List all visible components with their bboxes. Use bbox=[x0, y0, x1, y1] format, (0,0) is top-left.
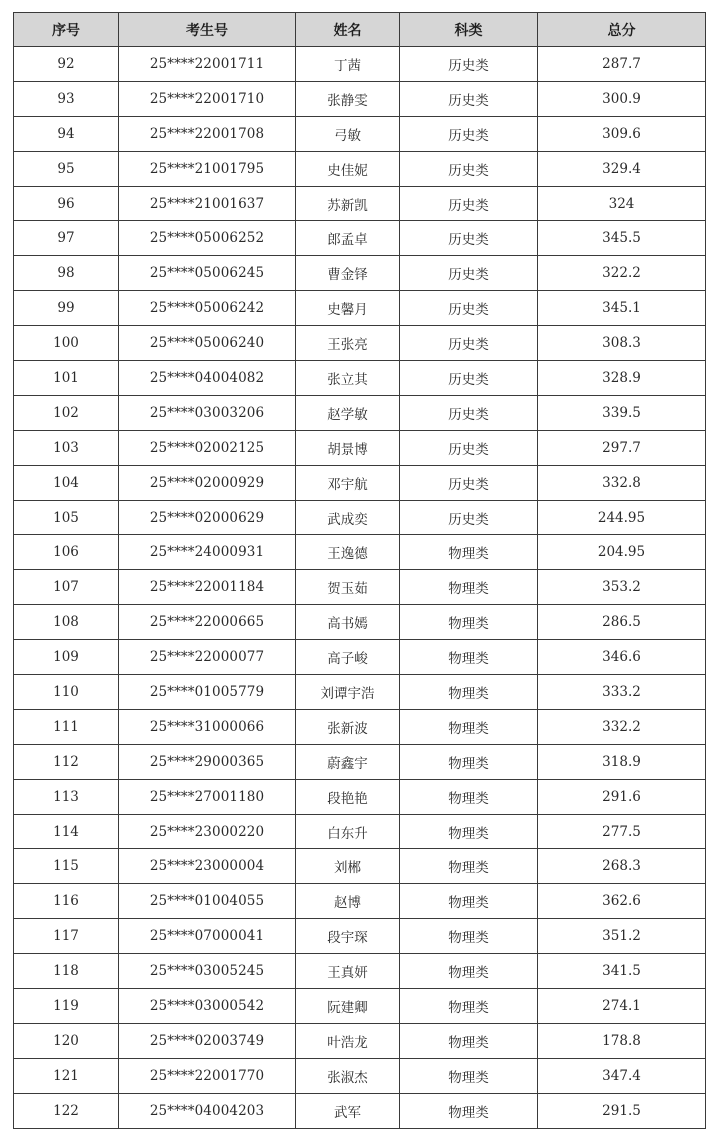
cell-seq: 96 bbox=[14, 186, 119, 221]
table-row bbox=[14, 814, 706, 849]
cell-total-score: 178.8 bbox=[538, 1023, 706, 1058]
header-exam-id: 考生号 bbox=[119, 13, 296, 47]
cell-exam-id: 25****31000066 bbox=[119, 709, 296, 744]
cell-exam-id: 25****03005245 bbox=[119, 954, 296, 989]
cell-category: 历史类 bbox=[400, 81, 538, 116]
cell-seq: 104 bbox=[14, 465, 119, 500]
cell-name: 曹金铎 bbox=[296, 256, 400, 291]
header-name: 姓名 bbox=[296, 13, 400, 47]
table-row bbox=[14, 256, 706, 291]
table-row bbox=[14, 1023, 706, 1058]
table-row bbox=[14, 500, 706, 535]
cell-name: 张新波 bbox=[296, 709, 400, 744]
cell-seq: 118 bbox=[14, 954, 119, 989]
cell-name: 阮建卿 bbox=[296, 989, 400, 1024]
cell-exam-id: 25****22001711 bbox=[119, 47, 296, 82]
cell-exam-id: 25****04004082 bbox=[119, 361, 296, 396]
cell-total-score: 291.5 bbox=[538, 1093, 706, 1128]
cell-name: 刘郴 bbox=[296, 849, 400, 884]
cell-exam-id: 25****02003749 bbox=[119, 1023, 296, 1058]
cell-total-score: 329.4 bbox=[538, 151, 706, 186]
cell-name: 郎孟卓 bbox=[296, 221, 400, 256]
cell-total-score: 287.7 bbox=[538, 47, 706, 82]
table-header-row bbox=[14, 13, 706, 47]
table-row bbox=[14, 186, 706, 221]
cell-category: 历史类 bbox=[400, 256, 538, 291]
cell-name: 白东升 bbox=[296, 814, 400, 849]
cell-name: 史馨月 bbox=[296, 291, 400, 326]
header-seq: 序号 bbox=[14, 13, 119, 47]
cell-total-score: 347.4 bbox=[538, 1058, 706, 1093]
cell-name: 张立其 bbox=[296, 361, 400, 396]
cell-exam-id: 25****22001184 bbox=[119, 570, 296, 605]
cell-seq: 99 bbox=[14, 291, 119, 326]
cell-category: 历史类 bbox=[400, 116, 538, 151]
table-row bbox=[14, 1093, 706, 1128]
cell-seq: 117 bbox=[14, 919, 119, 954]
cell-total-score: 297.7 bbox=[538, 430, 706, 465]
cell-exam-id: 25****05006240 bbox=[119, 326, 296, 361]
cell-category: 物理类 bbox=[400, 884, 538, 919]
cell-category: 物理类 bbox=[400, 1058, 538, 1093]
table-row bbox=[14, 465, 706, 500]
cell-category: 物理类 bbox=[400, 919, 538, 954]
cell-seq: 115 bbox=[14, 849, 119, 884]
cell-seq: 110 bbox=[14, 675, 119, 710]
table-row bbox=[14, 395, 706, 430]
cell-exam-id: 25****03003206 bbox=[119, 395, 296, 430]
cell-total-score: 318.9 bbox=[538, 744, 706, 779]
table-row bbox=[14, 605, 706, 640]
cell-name: 刘谭宇浩 bbox=[296, 675, 400, 710]
cell-exam-id: 25****23000220 bbox=[119, 814, 296, 849]
table-row bbox=[14, 221, 706, 256]
table-row bbox=[14, 291, 706, 326]
cell-seq: 97 bbox=[14, 221, 119, 256]
cell-category: 历史类 bbox=[400, 500, 538, 535]
cell-seq: 107 bbox=[14, 570, 119, 605]
header-total-score: 总分 bbox=[538, 13, 706, 47]
cell-category: 历史类 bbox=[400, 221, 538, 256]
table-row bbox=[14, 1058, 706, 1093]
table-row bbox=[14, 326, 706, 361]
table-row bbox=[14, 361, 706, 396]
cell-name: 贺玉茹 bbox=[296, 570, 400, 605]
cell-category: 历史类 bbox=[400, 465, 538, 500]
cell-category: 物理类 bbox=[400, 535, 538, 570]
cell-seq: 106 bbox=[14, 535, 119, 570]
cell-category: 物理类 bbox=[400, 605, 538, 640]
table-row bbox=[14, 779, 706, 814]
cell-name: 叶浩龙 bbox=[296, 1023, 400, 1058]
cell-name: 段宇琛 bbox=[296, 919, 400, 954]
cell-category: 物理类 bbox=[400, 814, 538, 849]
cell-total-score: 277.5 bbox=[538, 814, 706, 849]
cell-exam-id: 25****02000929 bbox=[119, 465, 296, 500]
cell-seq: 121 bbox=[14, 1058, 119, 1093]
cell-exam-id: 25****02000629 bbox=[119, 500, 296, 535]
cell-exam-id: 25****21001637 bbox=[119, 186, 296, 221]
cell-exam-id: 25****23000004 bbox=[119, 849, 296, 884]
table-row bbox=[14, 884, 706, 919]
cell-category: 物理类 bbox=[400, 849, 538, 884]
table-body bbox=[14, 47, 706, 1129]
score-sheet bbox=[13, 12, 705, 1129]
cell-exam-id: 25****02002125 bbox=[119, 430, 296, 465]
cell-seq: 113 bbox=[14, 779, 119, 814]
cell-seq: 112 bbox=[14, 744, 119, 779]
cell-exam-id: 25****05006242 bbox=[119, 291, 296, 326]
cell-exam-id: 25****22001710 bbox=[119, 81, 296, 116]
cell-total-score: 351.2 bbox=[538, 919, 706, 954]
cell-total-score: 244.95 bbox=[538, 500, 706, 535]
cell-total-score: 339.5 bbox=[538, 395, 706, 430]
table-row bbox=[14, 640, 706, 675]
table-row bbox=[14, 47, 706, 82]
cell-name: 武军 bbox=[296, 1093, 400, 1128]
table-row bbox=[14, 116, 706, 151]
cell-seq: 119 bbox=[14, 989, 119, 1024]
table-row bbox=[14, 151, 706, 186]
cell-name: 王逸德 bbox=[296, 535, 400, 570]
table-row bbox=[14, 675, 706, 710]
cell-name: 蔚鑫宇 bbox=[296, 744, 400, 779]
cell-exam-id: 25****22001770 bbox=[119, 1058, 296, 1093]
cell-name: 邓宇航 bbox=[296, 465, 400, 500]
cell-seq: 93 bbox=[14, 81, 119, 116]
table-row bbox=[14, 430, 706, 465]
cell-total-score: 328.9 bbox=[538, 361, 706, 396]
cell-name: 胡景博 bbox=[296, 430, 400, 465]
header-category: 科类 bbox=[400, 13, 538, 47]
cell-name: 高书嫣 bbox=[296, 605, 400, 640]
cell-category: 物理类 bbox=[400, 954, 538, 989]
cell-seq: 120 bbox=[14, 1023, 119, 1058]
cell-category: 物理类 bbox=[400, 779, 538, 814]
cell-name: 段艳艳 bbox=[296, 779, 400, 814]
cell-seq: 108 bbox=[14, 605, 119, 640]
cell-category: 物理类 bbox=[400, 1093, 538, 1128]
cell-name: 赵博 bbox=[296, 884, 400, 919]
cell-category: 历史类 bbox=[400, 395, 538, 430]
table-row bbox=[14, 744, 706, 779]
table-row bbox=[14, 709, 706, 744]
cell-name: 王张亮 bbox=[296, 326, 400, 361]
table-row bbox=[14, 535, 706, 570]
cell-exam-id: 25****21001795 bbox=[119, 151, 296, 186]
cell-exam-id: 25****05006245 bbox=[119, 256, 296, 291]
cell-category: 物理类 bbox=[400, 744, 538, 779]
cell-seq: 101 bbox=[14, 361, 119, 396]
cell-seq: 111 bbox=[14, 709, 119, 744]
table-row bbox=[14, 570, 706, 605]
cell-total-score: 291.6 bbox=[538, 779, 706, 814]
table-row bbox=[14, 989, 706, 1024]
cell-exam-id: 25****01005779 bbox=[119, 675, 296, 710]
cell-category: 物理类 bbox=[400, 989, 538, 1024]
cell-name: 史佳妮 bbox=[296, 151, 400, 186]
cell-exam-id: 25****24000931 bbox=[119, 535, 296, 570]
cell-total-score: 204.95 bbox=[538, 535, 706, 570]
cell-exam-id: 25****22001708 bbox=[119, 116, 296, 151]
cell-total-score: 309.6 bbox=[538, 116, 706, 151]
cell-total-score: 345.1 bbox=[538, 291, 706, 326]
cell-category: 历史类 bbox=[400, 47, 538, 82]
cell-exam-id: 25****01004055 bbox=[119, 884, 296, 919]
cell-name: 弓敏 bbox=[296, 116, 400, 151]
cell-seq: 92 bbox=[14, 47, 119, 82]
cell-total-score: 286.5 bbox=[538, 605, 706, 640]
cell-name: 丁茜 bbox=[296, 47, 400, 82]
cell-category: 历史类 bbox=[400, 361, 538, 396]
cell-total-score: 333.2 bbox=[538, 675, 706, 710]
cell-total-score: 274.1 bbox=[538, 989, 706, 1024]
cell-category: 历史类 bbox=[400, 151, 538, 186]
cell-exam-id: 25****22000077 bbox=[119, 640, 296, 675]
cell-exam-id: 25****27001180 bbox=[119, 779, 296, 814]
cell-seq: 95 bbox=[14, 151, 119, 186]
cell-total-score: 353.2 bbox=[538, 570, 706, 605]
cell-name: 赵学敏 bbox=[296, 395, 400, 430]
cell-total-score: 332.8 bbox=[538, 465, 706, 500]
cell-category: 物理类 bbox=[400, 640, 538, 675]
cell-total-score: 346.6 bbox=[538, 640, 706, 675]
cell-exam-id: 25****07000041 bbox=[119, 919, 296, 954]
cell-exam-id: 25****03000542 bbox=[119, 989, 296, 1024]
cell-name: 张淑杰 bbox=[296, 1058, 400, 1093]
cell-seq: 116 bbox=[14, 884, 119, 919]
cell-seq: 94 bbox=[14, 116, 119, 151]
cell-category: 物理类 bbox=[400, 1023, 538, 1058]
cell-category: 物理类 bbox=[400, 675, 538, 710]
cell-category: 物理类 bbox=[400, 709, 538, 744]
cell-name: 王真妍 bbox=[296, 954, 400, 989]
cell-seq: 114 bbox=[14, 814, 119, 849]
cell-seq: 98 bbox=[14, 256, 119, 291]
cell-total-score: 341.5 bbox=[538, 954, 706, 989]
cell-total-score: 300.9 bbox=[538, 81, 706, 116]
cell-seq: 105 bbox=[14, 500, 119, 535]
cell-seq: 102 bbox=[14, 395, 119, 430]
table-row bbox=[14, 81, 706, 116]
results-table bbox=[13, 12, 706, 1129]
cell-seq: 100 bbox=[14, 326, 119, 361]
cell-name: 武成奕 bbox=[296, 500, 400, 535]
cell-total-score: 332.2 bbox=[538, 709, 706, 744]
cell-total-score: 345.5 bbox=[538, 221, 706, 256]
cell-total-score: 268.3 bbox=[538, 849, 706, 884]
cell-exam-id: 25****04004203 bbox=[119, 1093, 296, 1128]
cell-category: 历史类 bbox=[400, 291, 538, 326]
cell-total-score: 324 bbox=[538, 186, 706, 221]
cell-exam-id: 25****05006252 bbox=[119, 221, 296, 256]
cell-category: 历史类 bbox=[400, 186, 538, 221]
cell-category: 历史类 bbox=[400, 430, 538, 465]
table-row bbox=[14, 849, 706, 884]
cell-seq: 122 bbox=[14, 1093, 119, 1128]
cell-seq: 103 bbox=[14, 430, 119, 465]
cell-category: 物理类 bbox=[400, 570, 538, 605]
cell-name: 张静雯 bbox=[296, 81, 400, 116]
cell-seq: 109 bbox=[14, 640, 119, 675]
table-row bbox=[14, 919, 706, 954]
cell-name: 苏新凯 bbox=[296, 186, 400, 221]
cell-total-score: 362.6 bbox=[538, 884, 706, 919]
cell-exam-id: 25****29000365 bbox=[119, 744, 296, 779]
cell-total-score: 308.3 bbox=[538, 326, 706, 361]
cell-category: 历史类 bbox=[400, 326, 538, 361]
table-row bbox=[14, 954, 706, 989]
cell-name: 高子峻 bbox=[296, 640, 400, 675]
cell-total-score: 322.2 bbox=[538, 256, 706, 291]
cell-exam-id: 25****22000665 bbox=[119, 605, 296, 640]
